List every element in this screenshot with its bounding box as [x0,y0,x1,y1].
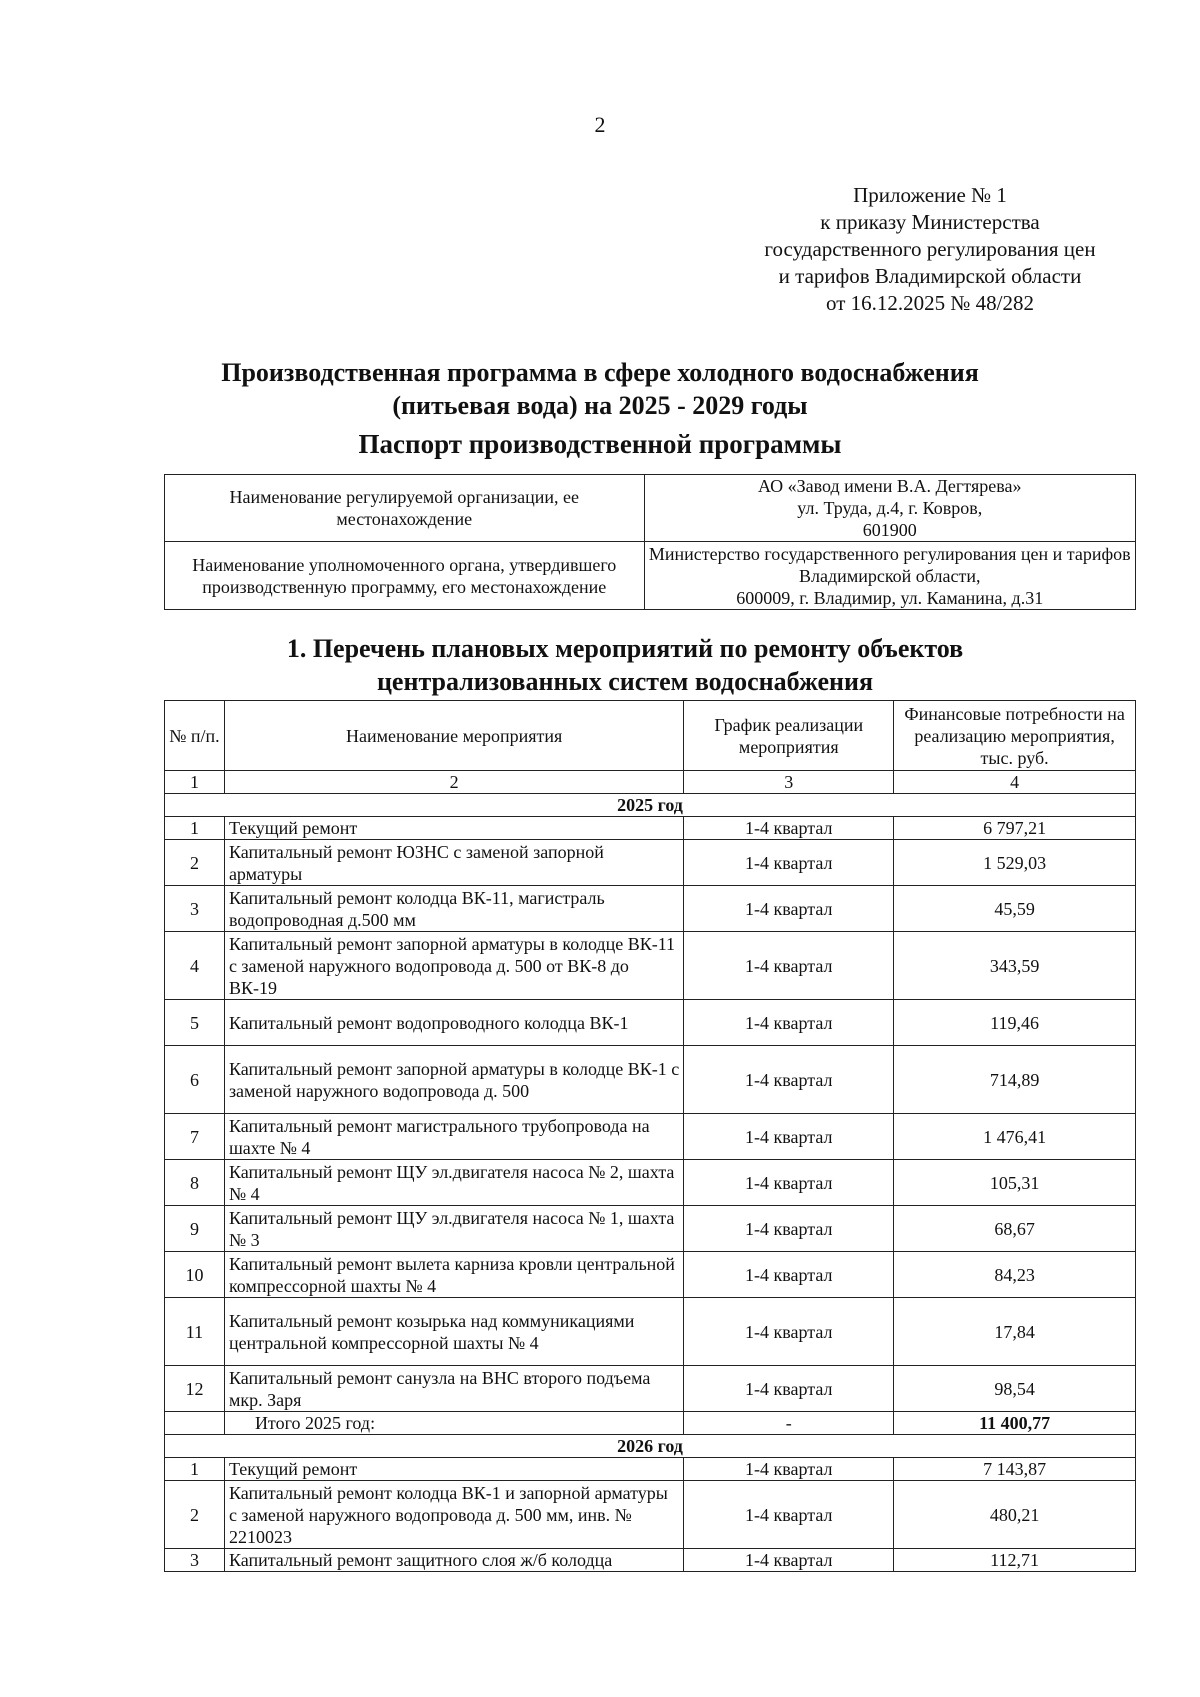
passport-value: АО «Завод имени В.А. Дегтярева» ул. Труда, д.4, г. Ковров, 601900 [644,475,1135,542]
total-label: Итого 2025 год: [224,1412,683,1435]
header-name: Наименование мероприятия [224,701,683,771]
table-row: 1 Текущий ремонт 1-4 квартал 6 797,21 [165,817,1136,840]
table-row: 2 Капитальный ремонт ЮЗНС с заменой запорной арматуры 1-4 квартал 1 529,03 [165,840,1136,886]
section-title-line: централизованных систем водоснабжения [376,667,874,696]
measures-table [164,700,1136,1572]
total-cost: 11 400,77 [894,1412,1136,1435]
header-number: 3 [684,771,894,794]
appendix-line: и тарифов Владимирской области [778,264,1082,288]
appendix-line: Приложение № 1 [853,183,1007,207]
table-row: 3 Капитальный ремонт защитного слоя ж/б колодца 1-4 квартал 112,71 [165,1549,1136,1572]
table-row: 11 Капитальный ремонт козырька над коммуникациями центральной компрессорной шахты № 4 1-4 квартал 17,84 [165,1298,1136,1366]
document-title [150,356,1050,422]
section-title [150,632,1100,698]
header-row [165,701,1136,771]
table-row: 12 Капитальный ремонт санузла на ВНС второго подъема мкр. Заря 1-4 квартал 98,54 [165,1366,1136,1412]
header-number: 4 [894,771,1136,794]
table-row: 3 Капитальный ремонт колодца ВК-11, магистраль водопроводная д.500 мм 1-4 квартал 45,59 [165,886,1136,932]
header-numbers-row [165,771,1136,794]
year-row [165,1435,1136,1458]
appendix-line: государственного регулирования цен [764,237,1096,261]
year-row [165,794,1136,817]
document-title-line: (питьевая вода) на 2025 - 2029 годы [392,391,808,420]
passport-title: Паспорт производственной программы [358,429,842,459]
passport-table [164,474,1136,610]
year-label: 2026 год [165,1435,1136,1458]
header-number: 2 [224,771,683,794]
header-number: 1 [165,771,225,794]
table-row: 4 Капитальный ремонт запорной арматуры в колодце ВК-11 с заменой наружного водопровода д. 500 от ВК-8 до ВК-19 1-4 квартал 343,59 [165,932,1136,1000]
header-num: № п/п. [165,701,225,771]
table-row: 7 Капитальный ремонт магистрального трубопровода на шахте № 4 1-4 квартал 1 476,41 [165,1114,1136,1160]
page-number: 2 [594,112,606,137]
table-row: 8 Капитальный ремонт ЩУ эл.двигателя насоса № 2, шахта № 4 1-4 квартал 105,31 [165,1160,1136,1206]
passport-label: Наименование регулируемой организации, ее местонахождение [165,475,645,542]
passport-value: Министерство государственного регулирования цен и тарифов Владимирской области, 600009, г. Владимир, ул. Каманина, д.31 [644,542,1135,610]
document-title-line: Производственная программа в сфере холодного водоснабжения [221,358,979,387]
header-finance: Финансовые потребности на реализацию мероприятия, тыс. руб. [894,701,1136,771]
passport-row [165,542,1136,610]
total-row [165,1412,1136,1435]
appendix-line: от 16.12.2025 № 48/282 [825,291,1035,315]
table-row: 2 Капитальный ремонт колодца ВК-1 и запорной арматуры с заменой наружного водопровода д. 500 мм, инв. № 2210023 1-4 квартал 480,21 [165,1481,1136,1549]
appendix-line: к приказу Министерства [820,210,1040,234]
passport-label: Наименование уполномоченного органа, утвердившего производственную программу, его местонахождение [165,542,645,610]
passport-row [165,475,1136,542]
year-label: 2025 год [165,794,1136,817]
table-row: 1 Текущий ремонт 1-4 квартал 7 143,87 [165,1458,1136,1481]
table-row: 5 Капитальный ремонт водопроводного колодца ВК-1 1-4 квартал 119,46 [165,1000,1136,1046]
table-row: 6 Капитальный ремонт запорной арматуры в колодце ВК-1 с заменой наружного водопровода д. 500 1-4 квартал 714,89 [165,1046,1136,1114]
total-schedule: - [684,1412,894,1435]
header-schedule: График реализации мероприятия [684,701,894,771]
appendix-block [720,182,1140,317]
table-row: 9 Капитальный ремонт ЩУ эл.двигателя насоса № 1, шахта № 3 1-4 квартал 68,67 [165,1206,1136,1252]
table-row: 10 Капитальный ремонт вылета карниза кровли центральной компрессорной шахты № 4 1-4 квартал 84,23 [165,1252,1136,1298]
section-title-line: 1. Перечень плановых мероприятий по ремонту объектов [286,634,964,663]
